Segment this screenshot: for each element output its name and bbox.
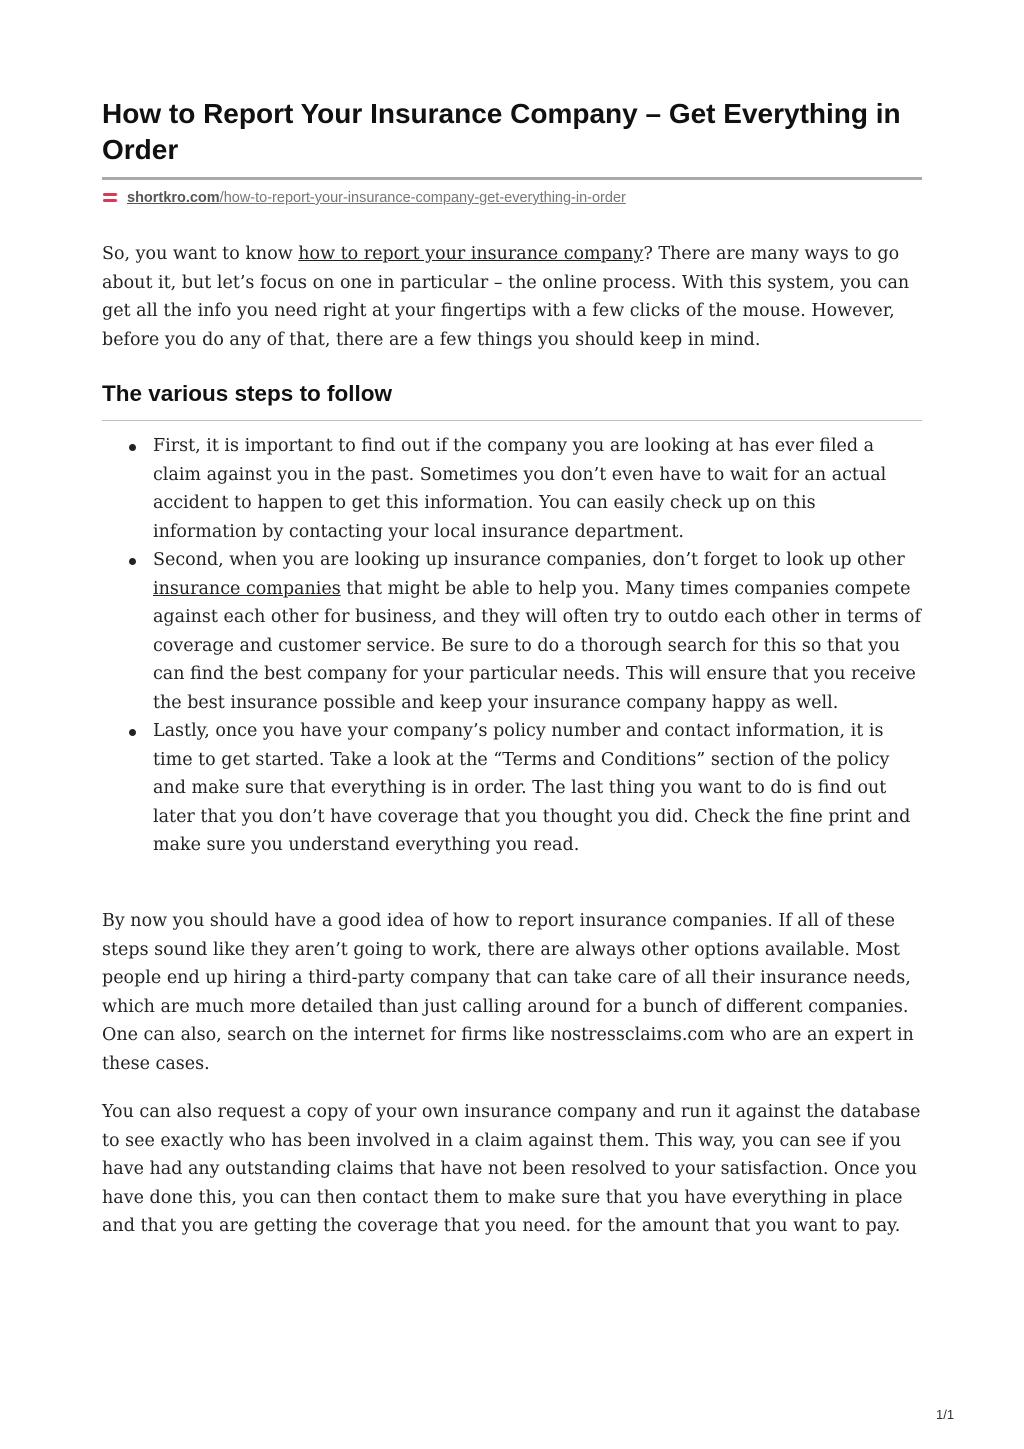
body-paragraph-3: You can also request a copy of your own insurance company and run it against the database to see exactly who has been involved in a claim against them. This way, you can see if you have had any outstanding claims that have not been resolved to your satisfaction. Once you have done this, you can then contact them to make sure that you have everything in place and that you are getting the coverage that you need. for the amount that you want to pay.	[102, 1102, 921, 1236]
body-paragraph-2: By now you should have a good idea of how to report insurance companies. If all of these steps sound like they aren’t going to work, there are always other options available. Most people end up hiring a third-party company that can take care of all their insurance needs, which are much more detailed than just calling around for a bunch of different companies. One can also, search on the internet for firms like nostressclaims.com who are an expert in these cases.	[102, 911, 914, 1074]
step-text: Lastly, once you have your company’s policy number and contact information, it is time to get started. Take a look at the “Terms and Conditions” section of the policy and make sure that everything is in order. The last thing you want to do is find out later that you don’t have coverage that you thought you did. Check the fine print and make sure you understand everything you read.	[153, 721, 911, 855]
title-divider	[102, 177, 922, 180]
list-item	[153, 546, 922, 717]
step-text-start: Second, when you are looking up insurance companies, don’t forget to look up other	[153, 550, 905, 570]
intro-text-start: So, you want to know	[102, 244, 299, 264]
steps-list	[102, 432, 922, 860]
page-number: 1/1	[936, 1407, 955, 1422]
list-item	[153, 432, 922, 546]
bullet-icon	[129, 729, 136, 736]
intro-link[interactable]: how to report your insurance company	[298, 244, 644, 264]
section-divider	[102, 420, 922, 421]
intro-text-end: ? There are many ways to go about it, but let’s focus on one in particular – the online process. With this system, you can get all the info you need right at your fingertips with a few clicks of the mouse. However, before you do any of that, there are a few things you should keep in mind.	[102, 244, 910, 350]
step-text-end: that might be able to help you. Many times companies compete against each other for business, and they will often try to outdo each other in terms of coverage and customer service. Be sure to do a thorough search for this so that you can find the best company for your particular needs. This will ensure that you receive the best insurance possible and keep your insurance company happy as well.	[153, 578, 921, 713]
source-path-link[interactable]: /how-to-report-your-insurance-company-get-everything-in-order	[219, 190, 626, 206]
section-heading: The various steps to follow	[102, 381, 393, 406]
source-line	[102, 187, 626, 209]
shortkro-logo-icon	[102, 192, 118, 204]
bullet-icon	[129, 444, 136, 451]
list-item	[153, 717, 922, 860]
bullet-icon	[129, 558, 136, 565]
source-domain-link[interactable]: shortkro.com	[127, 190, 220, 206]
page-title: How to Report Your Insurance Company – Get Everything in Order	[102, 98, 901, 165]
step-text: First, it is important to find out if the company you are looking at has ever filed a claim against you in the past. Sometimes you don’t even have to wait for an actual accident to happen to get this information. You can easily check up on this information by contacting your local insurance department.	[153, 436, 887, 542]
insurance-companies-link[interactable]: insurance companies	[153, 578, 341, 599]
intro-paragraph	[102, 240, 922, 354]
